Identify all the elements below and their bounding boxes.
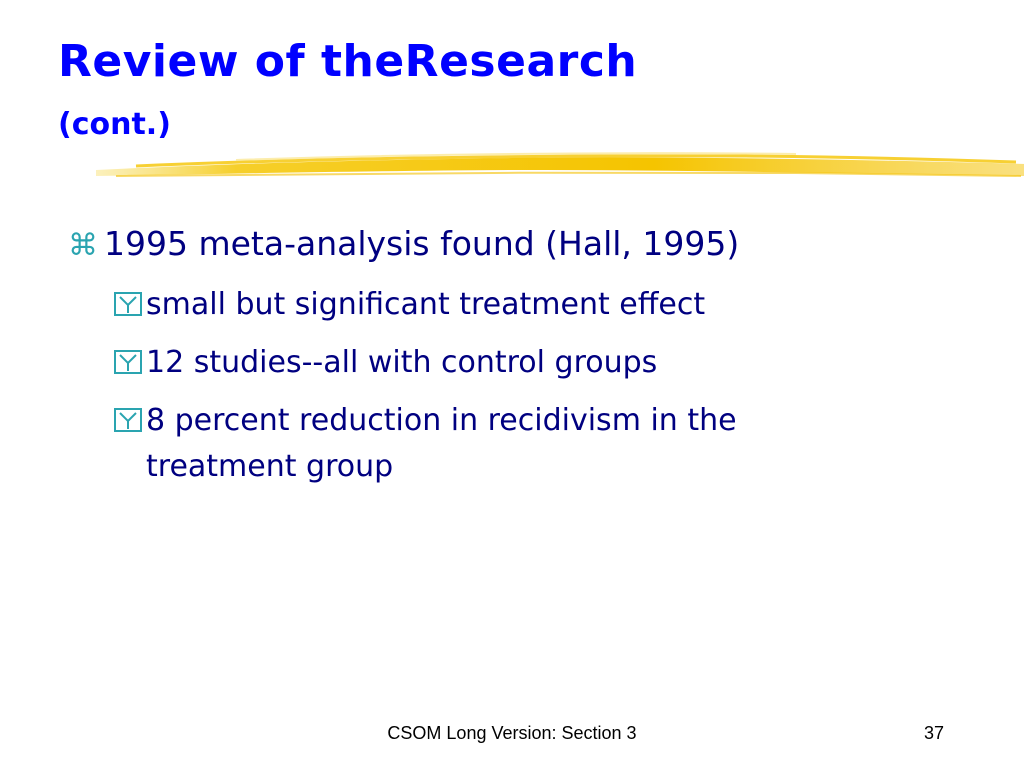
checkbox-y-icon xyxy=(114,292,142,316)
checkbox-y-icon xyxy=(114,350,142,374)
bullet-level1 xyxy=(64,222,739,268)
bullet-level2-text: 12 studies--all with control groups xyxy=(146,345,658,380)
bullet-level2-item xyxy=(114,398,874,490)
bullet-level2-text: 8 percent reduction in recidivism in the xyxy=(146,403,737,438)
slide-title: Review of theResearch xyxy=(58,36,638,87)
command-icon: ⌘ xyxy=(68,228,98,263)
bullet-level2-text: small but significant treatment effect xyxy=(146,287,706,322)
footer-text: CSOM Long Version: Section 3 xyxy=(387,723,637,743)
bullet-level2-item xyxy=(114,282,874,328)
bullet-level2-item xyxy=(114,340,874,386)
title-underline-brush-stroke xyxy=(96,146,1024,186)
page-number: 37 xyxy=(924,723,945,743)
bullet-level2-text-continued: treatment group xyxy=(146,449,394,484)
checkbox-y-icon xyxy=(114,408,142,432)
slide-subtitle: (cont.) xyxy=(58,107,171,142)
bullet-level1-text: 1995 meta-analysis found (Hall, 1995) xyxy=(104,224,740,263)
